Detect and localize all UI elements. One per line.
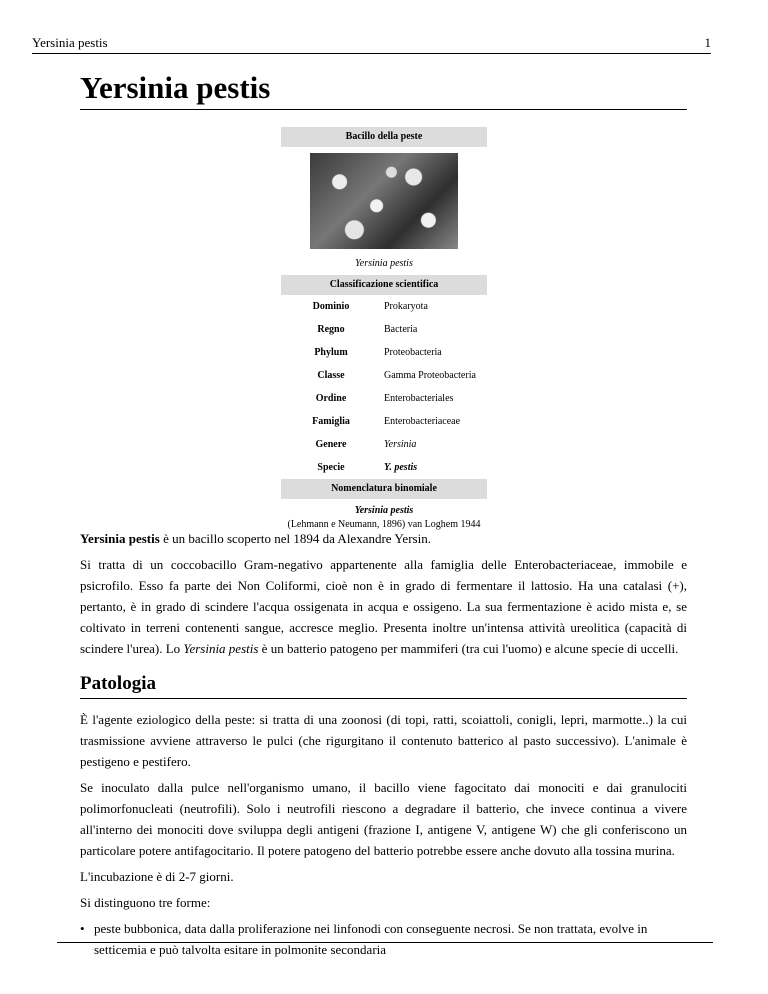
- classification-label: Classe: [317, 370, 345, 381]
- classification-row: [281, 387, 487, 410]
- classification-value: Enterobacteriaceae: [384, 416, 461, 427]
- classification-row: [281, 364, 487, 387]
- description-end: è un batterio patogeno per mammiferi (tra cui l'uomo) e alcune specie di uccelli.: [258, 641, 679, 656]
- footer-rule: [57, 942, 713, 943]
- classification-value: Yersinia: [384, 439, 417, 450]
- bacteria-micrograph-image: [310, 153, 458, 249]
- classification-row: [281, 456, 487, 479]
- classification-label: Regno: [317, 324, 345, 335]
- description-paragraph: [80, 554, 687, 659]
- running-header: [32, 35, 711, 54]
- taxobox-heading: Bacillo della peste: [281, 127, 487, 147]
- pathology-paragraph-4: Si distinguono tre forme:: [80, 895, 211, 910]
- pathology-paragraph-2: Se inoculato dalla pulce nell'organismo umano, il bacillo viene fagocitato dai monociti e dai granulociti polimorfonucleati (neutrofili). Solo i neutrofili riescono a degradare il batterio, che invece continua a vivere all'interno dei monociti dove sviluppa degli antigeni (frazione I, antigene V, antigene W) che gli conferiscono un particolare potere antifagocitario. Il potere patogeno del batterio potrebbe essere anche dovuto alla tossina murina.: [80, 780, 687, 858]
- list-item-text: peste bubbonica, data dalla proliferazione nei linfonodi con conseguente necrosi. Se non trattata, evolve in setticemia e può talvolta esitare in polmonite secondaria: [94, 921, 648, 957]
- classification-label: Famiglia: [312, 416, 350, 427]
- binomial-name: Yersinia pestis: [354, 505, 414, 516]
- classification-row: [281, 341, 487, 364]
- classification-label: Specie: [317, 462, 345, 473]
- classification-row: [281, 410, 487, 433]
- binomial-authority: (Lehmann e Neumann, 1896) van Loghem 1944: [287, 519, 481, 530]
- page-number: 1: [704, 35, 711, 50]
- section-heading-patologia: Patologia: [80, 673, 687, 699]
- classification-label: Ordine: [315, 393, 347, 404]
- classification-row: [281, 318, 487, 341]
- header-title: Yersinia pestis: [32, 35, 108, 50]
- article-body: [80, 528, 687, 960]
- classification-value: Proteobacteria: [384, 347, 442, 358]
- list-item: [80, 918, 687, 960]
- description-italic-term: Yersinia pestis: [183, 641, 259, 656]
- taxobox: [281, 127, 487, 532]
- classification-rows: [281, 295, 487, 479]
- bullet-icon: •: [80, 921, 85, 936]
- binomial-heading: Nomenclatura binomiale: [281, 479, 487, 499]
- pathology-paragraph-1: È l'agente eziologico della peste: si tratta di una zoonosi (di topi, ratti, scoiattoli, conigli, lepri, marmotte..) la cui trasmissione avviene attraverso le pulci (che rigurgitano il contenuto batterico al pasto successivo). L'animale è pestigeno e pestifero.: [80, 712, 687, 769]
- classification-value: Prokaryota: [384, 301, 428, 312]
- classification-label: Phylum: [314, 347, 348, 358]
- intro-bold-term: Yersinia pestis: [80, 531, 160, 546]
- classification-label: Dominio: [312, 301, 350, 312]
- classification-label: Genere: [315, 439, 347, 450]
- description-text: Si tratta di un coccobacillo Gram-negativo appartenente alla famiglia delle Enterobacteriaceae, immobile e psicrofilo. Esso fa parte dei Non Coliformi, cioè non è in grado di fermentare il lattosio. Ha una catalasi (+), pertanto, è in grado di scindere l'acqua ossigenata in acqua e ossigeno. La sua fermentazione è acido mista e, se coltivato in terreni contenenti sangue, accresce meglio. Presenta inoltre un'intensa attività ureolitica (capacità di scindere l'urea). Lo: [80, 557, 687, 656]
- classification-row: [281, 433, 487, 456]
- intro-text: è un bacillo scoperto nel 1894 da Alexandre Yersin.: [159, 531, 431, 546]
- classification-row: [281, 295, 487, 318]
- classification-value: Enterobacteriales: [384, 393, 454, 404]
- pathology-paragraph-3: L'incubazione è di 2-7 giorni.: [80, 869, 234, 884]
- classification-heading: Classificazione scientifica: [281, 275, 487, 295]
- classification-value: Y. pestis: [384, 462, 418, 473]
- page-title: Yersinia pestis: [80, 70, 687, 110]
- classification-value: Gamma Proteobacteria: [384, 370, 476, 381]
- intro-paragraph: [80, 528, 687, 549]
- classification-value: Bacteria: [384, 324, 418, 335]
- image-caption: Yersinia pestis: [355, 258, 413, 269]
